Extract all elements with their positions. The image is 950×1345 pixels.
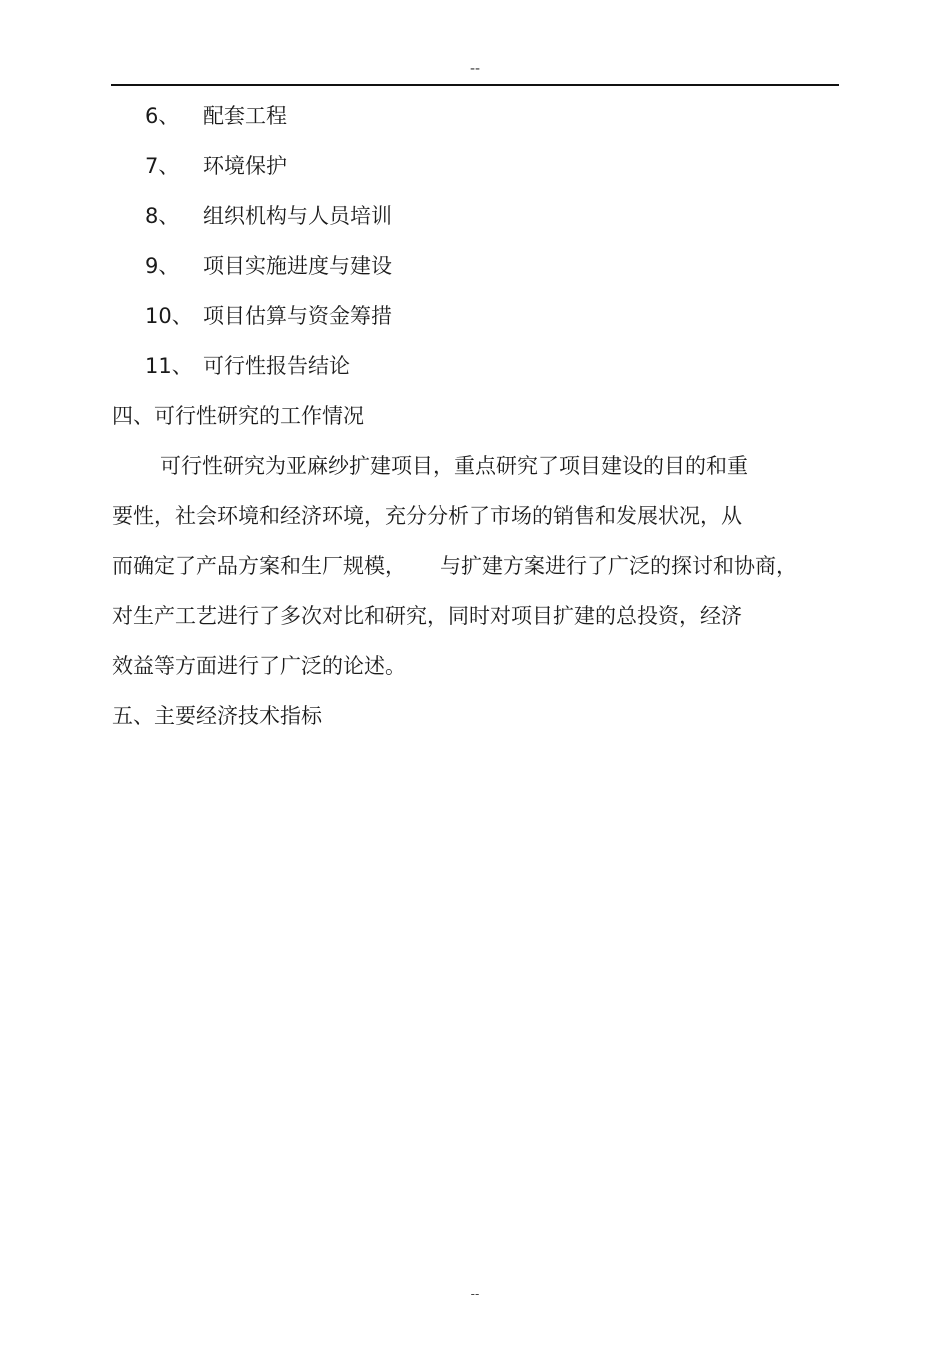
list-item-number: 10、 [145,304,193,328]
list-item-label: 项目估算与资金筹措 [203,304,392,328]
list-item-label: 组织机构与人员培训 [203,204,392,228]
list-item [145,250,392,300]
list-item-number: 11、 [145,354,193,378]
section-heading-5: 五、主要经济技术指标 [112,704,322,728]
list-item [145,100,392,150]
paragraph-line [112,550,812,600]
list-item [145,350,392,400]
list-item-number: 9、 [145,254,180,278]
header-rule [111,84,839,86]
paragraph-line-segment: 与扩建方案进行了广泛的探讨和协商， [440,554,797,578]
list-item-number: 6、 [145,104,180,128]
paragraph-line-segment: 而确定了产品方案和生厂规模， [112,554,406,578]
list-item-label: 配套工程 [203,104,287,128]
list-item-number: 7、 [145,154,180,178]
paragraph-line: 效益等方面进行了广泛的论述。 [112,654,406,678]
list-item [145,150,392,200]
list-item [145,200,392,250]
list-item-label: 环境保护 [203,154,287,178]
paragraph-line: 可行性研究为亚麻纱扩建项目，重点研究了项目建设的目的和重 [160,454,748,478]
list-item [145,300,392,350]
list-item-label: 项目实施进度与建设 [203,254,392,278]
list-item-number: 8、 [145,204,180,228]
list-item-label: 可行性报告结论 [203,354,350,378]
section-heading-4: 四、可行性研究的工作情况 [112,404,364,428]
numbered-list [145,100,392,400]
header-mark: -- [469,61,481,77]
section-4-paragraph [112,450,812,700]
footer-mark: -- [470,1287,480,1301]
paragraph-line: 对生产工艺进行了多次对比和研究，同时对项目扩建的总投资，经济 [112,604,742,628]
paragraph-line: 要性，社会环境和经济环境，充分分析了市场的销售和发展状况，从 [112,504,742,528]
